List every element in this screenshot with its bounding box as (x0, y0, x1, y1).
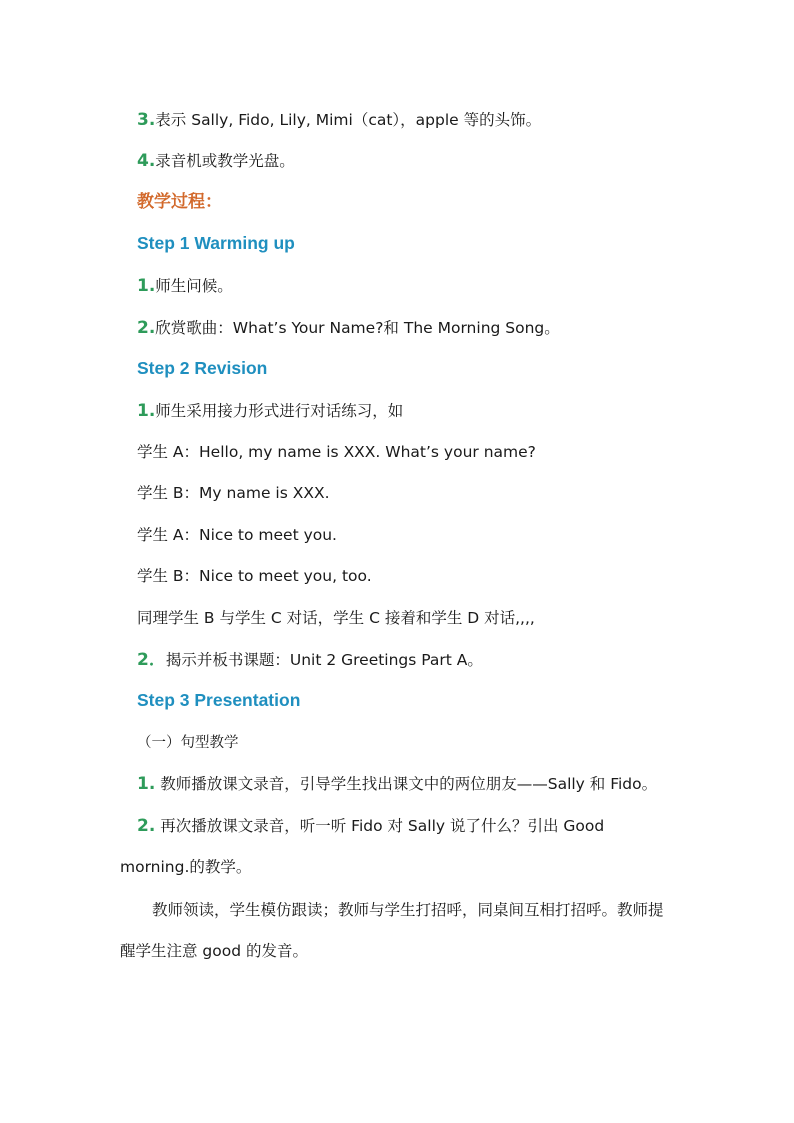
paragraph: 教师领读，学生模仿跟读；教师与学生打招呼，同桌间互相打招呼。教师提 (152, 901, 664, 919)
step1-item-1 (137, 276, 233, 296)
dialogue-line: 学生 A：Hello, my name is XXX. What’s your name? (137, 443, 536, 461)
step2-item-1 (137, 401, 403, 421)
step3-subhead: （一）句型教学 (137, 735, 239, 751)
dialogue-line: 同理学生 B 与学生 C 对话，学生 C 接着和学生 D 对话,,,, (137, 609, 535, 627)
item-number: 2． (137, 650, 166, 670)
item-number: 2. (137, 816, 156, 836)
item-text: 师生问候。 (155, 277, 233, 295)
dialogue-line: 学生 B：My name is XXX. (137, 484, 330, 502)
material-item-4 (137, 151, 295, 171)
step3-item-2-continued: morning.的教学。 (120, 858, 252, 876)
item-text: 录音机或教学光盘。 (155, 152, 295, 170)
step3-heading: Step 3 Presentation (137, 690, 301, 710)
item-number: 3. (137, 110, 156, 130)
item-text: 再次播放课文录音，听一听 Fido 对 Sally 说了什么？引出 Good (160, 817, 605, 835)
dialogue-line: 学生 A：Nice to meet you. (137, 526, 337, 544)
step1-heading: Step 1 Warming up (137, 233, 295, 253)
step2-item-2 (137, 650, 483, 670)
item-text: 师生采用接力形式进行对话练习，如 (155, 402, 404, 420)
item-text: 教师播放课文录音，引导学生找出课文中的两位朋友——Sally 和 Fido。 (160, 775, 658, 793)
step3-item-2 (137, 816, 604, 836)
item-text: 揭示并板书课题：Unit 2 Greetings Part A。 (165, 651, 483, 669)
paragraph-continued: 醒学生注意 good 的发音。 (120, 942, 308, 960)
item-number: 1. (137, 276, 156, 296)
step3-item-1 (137, 774, 657, 794)
dialogue-line: 学生 B：Nice to meet you, too. (137, 567, 372, 585)
item-number: 4. (137, 151, 156, 171)
item-number: 1. (137, 774, 156, 794)
item-number: 1. (137, 401, 156, 421)
step1-item-2 (137, 318, 560, 338)
step2-heading: Step 2 Revision (137, 358, 268, 378)
material-item-3 (137, 110, 541, 130)
item-text: 表示 Sally, Fido, Lily, Mimi（cat），apple 等的头饰。 (155, 111, 542, 129)
item-number: 2. (137, 318, 156, 338)
item-text: 欣赏歌曲：What’s Your Name?和 The Morning Song。 (155, 319, 560, 337)
process-heading: 教学过程： (137, 192, 222, 212)
